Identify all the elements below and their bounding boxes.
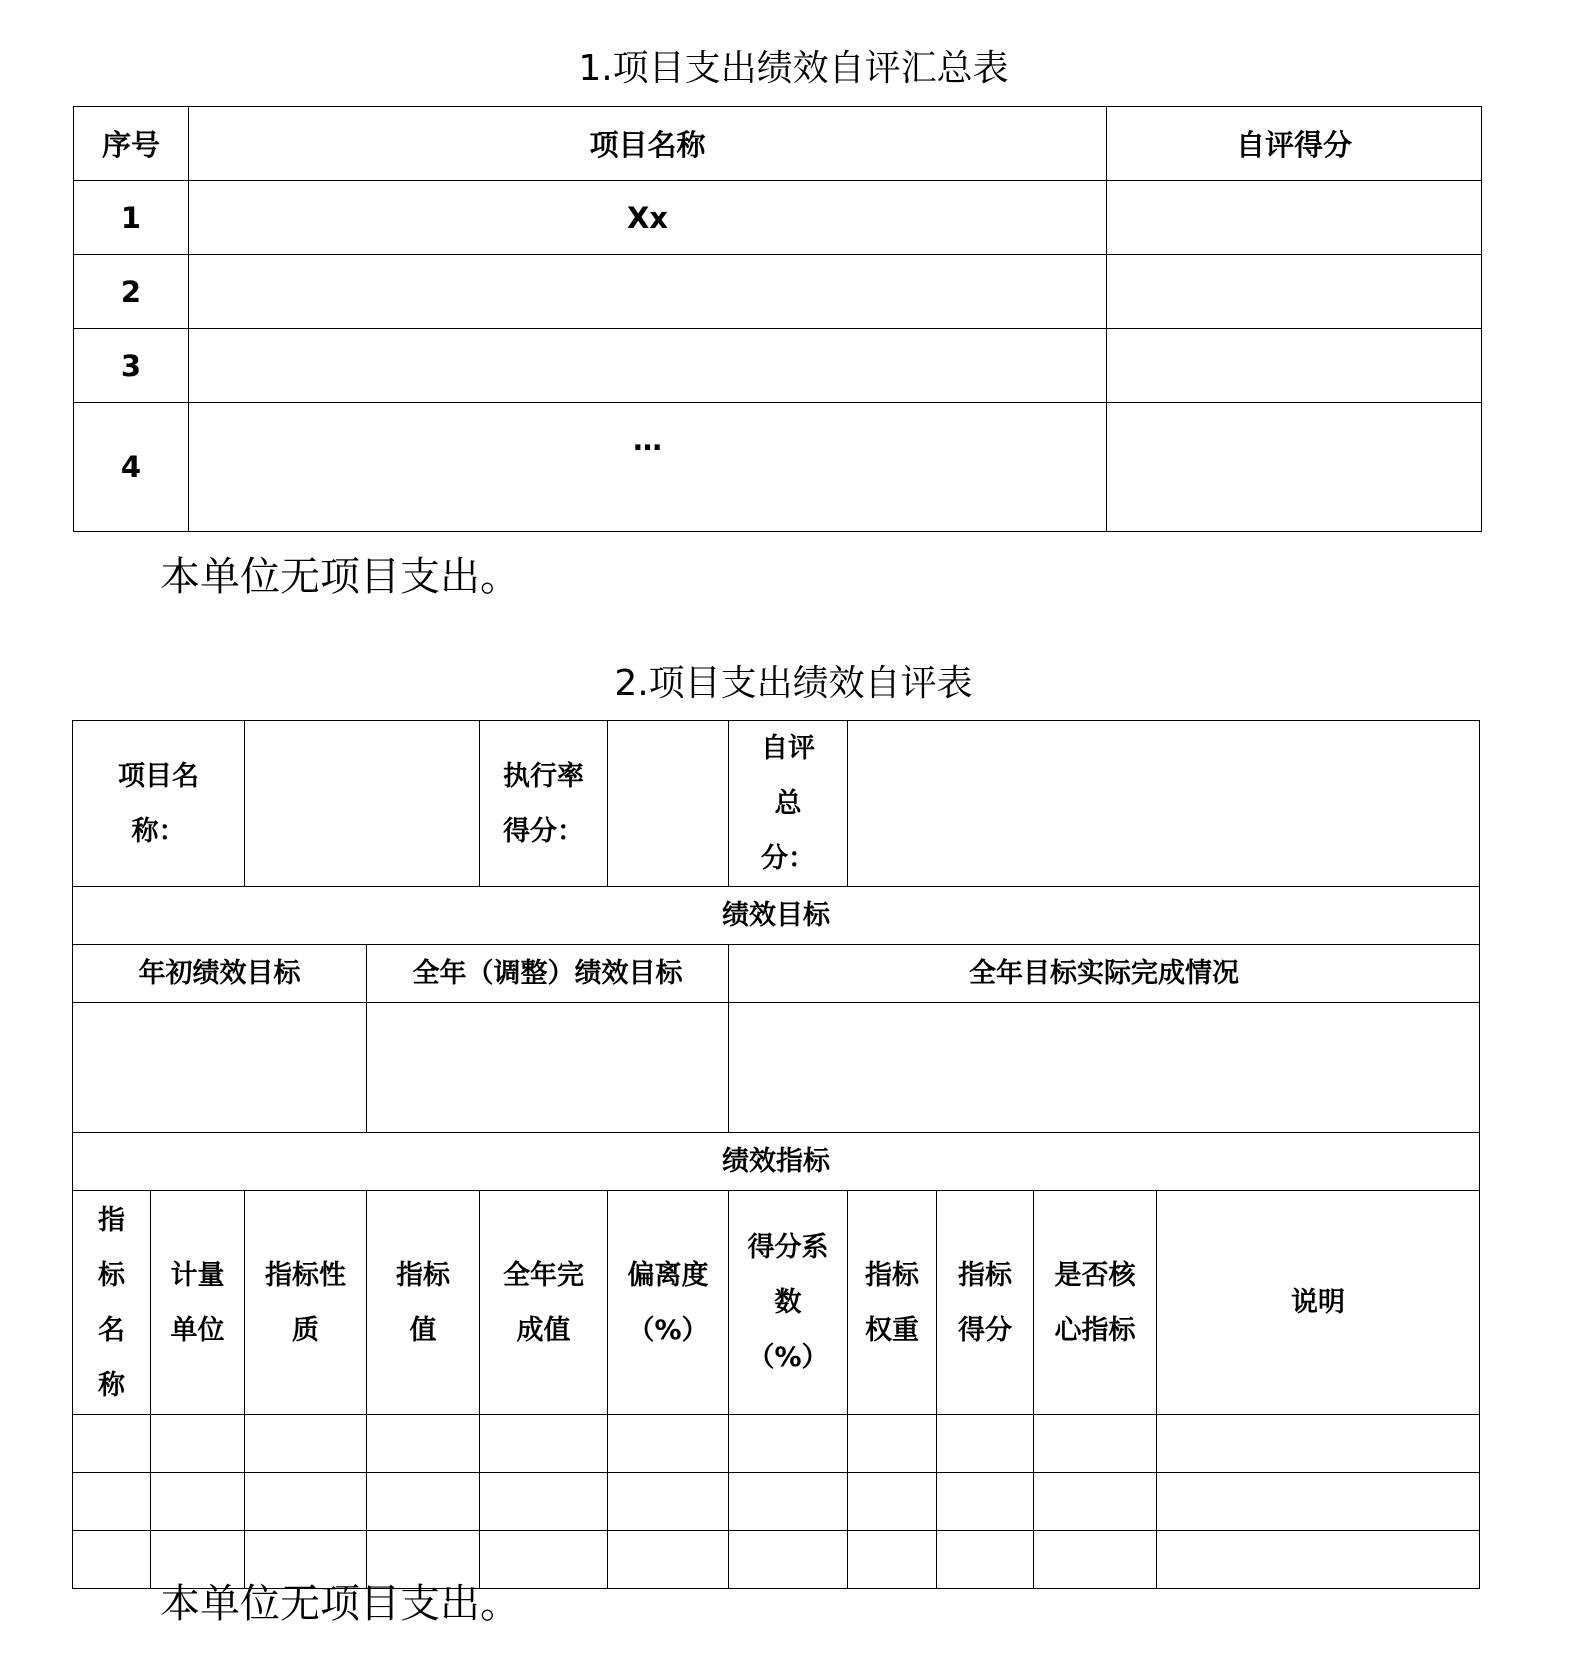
indicator-row	[73, 1415, 1480, 1473]
summary-row	[74, 329, 1482, 403]
total-score-label: 自评总分：	[729, 721, 848, 887]
row-project-name	[189, 329, 1107, 403]
summary-row	[74, 255, 1482, 329]
summary-row	[74, 403, 1482, 532]
detail-table	[72, 720, 1480, 1589]
detail-title: 2.项目支出绩效自评表	[614, 663, 973, 704]
row-no: 3	[74, 329, 189, 403]
indicator-header: 说明	[1157, 1191, 1480, 1415]
indicator-section-title: 绩效指标	[73, 1133, 1480, 1191]
goal-section-title: 绩效目标	[73, 887, 1480, 945]
indicator-header: 指标值	[367, 1191, 480, 1415]
summary-table	[73, 106, 1482, 532]
indicator-header: 得分系数（%）	[729, 1191, 848, 1415]
indicator-row	[73, 1473, 1480, 1531]
goal-header-initial: 年初绩效目标	[73, 945, 367, 1003]
row-no: 2	[74, 255, 189, 329]
row-project-name	[189, 255, 1107, 329]
indicator-header: 指标名称	[73, 1191, 151, 1415]
summary-note: 本单位无项目支出。	[160, 554, 520, 600]
total-score-value	[848, 721, 1480, 887]
summary-row	[74, 181, 1482, 255]
summary-header-row	[74, 107, 1482, 181]
project-name-value	[245, 721, 480, 887]
header-self-score: 自评得分	[1107, 107, 1482, 181]
header-no: 序号	[74, 107, 189, 181]
summary-title: 1.项目支出绩效自评汇总表	[578, 48, 1009, 89]
goal-header-row	[73, 945, 1480, 1003]
project-info-row	[73, 721, 1480, 887]
indicator-header-row	[73, 1191, 1480, 1415]
goal-header-actual: 全年目标实际完成情况	[729, 945, 1480, 1003]
detail-note: 本单位无项目支出。	[160, 1581, 520, 1627]
row-project-name: Xx	[189, 181, 1107, 255]
header-project-name: 项目名称	[189, 107, 1107, 181]
goal-content-row	[73, 1003, 1480, 1133]
indicator-header: 指标得分	[937, 1191, 1034, 1415]
goal-initial-cell	[73, 1003, 367, 1133]
goal-adjusted-cell	[367, 1003, 729, 1133]
indicator-header: 指标性质	[245, 1191, 367, 1415]
indicator-section-row	[73, 1133, 1480, 1191]
row-score	[1107, 181, 1482, 255]
goal-header-adjusted: 全年（调整）绩效目标	[367, 945, 729, 1003]
indicator-header: 计量单位	[151, 1191, 245, 1415]
row-no: 4	[74, 403, 189, 532]
row-project-name: …	[189, 403, 1107, 532]
goal-actual-cell	[729, 1003, 1480, 1133]
exec-rate-label: 执行率得分：	[480, 721, 608, 887]
goal-section-row	[73, 887, 1480, 945]
indicator-header: 是否核心指标	[1034, 1191, 1157, 1415]
indicator-header: 指标权重	[848, 1191, 937, 1415]
exec-rate-value	[608, 721, 729, 887]
indicator-header: 全年完成值	[480, 1191, 608, 1415]
row-score	[1107, 403, 1482, 532]
row-score	[1107, 329, 1482, 403]
row-no: 1	[74, 181, 189, 255]
row-score	[1107, 255, 1482, 329]
project-name-label: 项目名称：	[73, 721, 245, 887]
indicator-header: 偏离度（%）	[608, 1191, 729, 1415]
